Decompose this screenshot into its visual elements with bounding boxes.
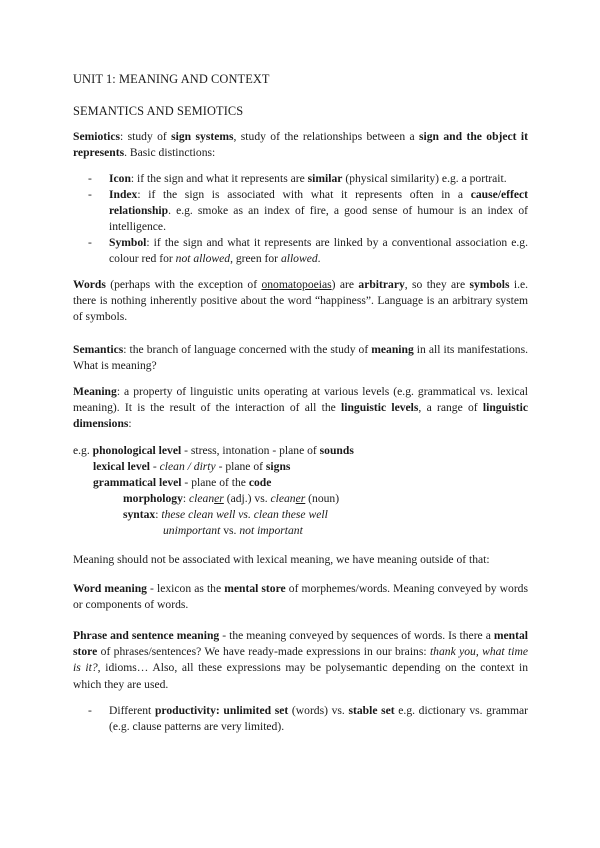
bullet-symbol: - Symbol: if the sign and what it represents are linked by a conventional association e.g. colour red for not allowed, green for allowed.	[88, 236, 528, 266]
level-syntax-example: unimportant vs. not important	[163, 524, 303, 537]
words-paragraph: Words (perhaps with the exception of onomatopoeias) are arbitrary, so they are symbols i.e. there is nothing inherently positive about the word “happiness”. Language is an arbitrary system of symbols.	[73, 278, 529, 324]
outside-paragraph: Meaning should not be associated with lexical meaning, we have meaning outside of that:	[73, 553, 490, 566]
bullet-productivity: - Different productivity: unlimited set (words) vs. stable set e.g. dictionary vs. grammar (e.g. clause patterns are very limited).	[88, 704, 529, 734]
level-grammatical: grammatical level - plane of the code	[93, 476, 272, 489]
word-meaning-paragraph: Word meaning - lexicon as the mental store of morphemes/words. Meaning conveyed by words or components of words.	[73, 582, 528, 612]
level-morphology: morphology: cleaner (adj.) vs. cleaner (noun)	[123, 492, 340, 505]
bullet-index: - Index: if the sign is associated with what it represents often in a cause/effect relationship. e.g. smoke as an index of fire, a good sense of humour is an index of intelligence.	[88, 188, 528, 234]
level-lexical: lexical level - clean / dirty - plane of signs	[93, 460, 291, 473]
section-heading: SEMANTICS AND SEMIOTICS	[73, 104, 244, 118]
semantics-paragraph: Semantics: the branch of language concerned with the study of meaning in all its manifestations. What is meaning?	[73, 343, 528, 373]
bullet-icon: - Icon: if the sign and what it represents are similar (physical similarity) e.g. a portrait.	[88, 172, 507, 185]
meaning-paragraph: Meaning: a property of linguistic units operating at various levels (e.g. grammatical vs. lexical meaning). It is the result of the interaction of all the linguistic levels, a range of linguistic dimensions:	[73, 385, 528, 431]
semiotics-paragraph: Semiotics: study of sign systems, study of the relationships between a sign and the object it represents. Basic distinctions:	[73, 130, 529, 160]
phrase-meaning-paragraph: Phrase and sentence meaning - the meaning conveyed by sequences of words. Is there a mental store of phrases/sentences? We have ready-made expressions in our brains: thank you, what time is it?, idioms… Also, all these expressions may be polysemantic depending on the context in which they are used.	[73, 629, 529, 691]
unit-heading: UNIT 1: MEANING AND CONTEXT	[73, 72, 270, 86]
level-syntax: syntax: these clean well vs. clean these well	[123, 508, 328, 521]
level-phonological: e.g. phonological level - stress, intonation - plane of sounds	[73, 444, 354, 457]
